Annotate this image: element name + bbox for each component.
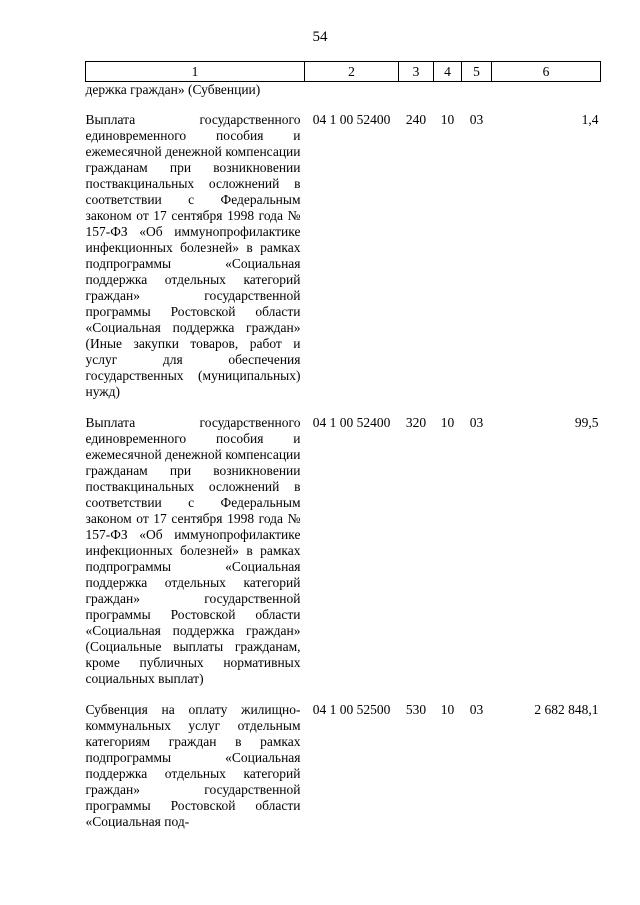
continuation-row (86, 82, 601, 98)
row-csr-code: 04 1 00 52500 (312, 702, 391, 717)
budget-table (85, 61, 601, 830)
row-amount: 99,5 (574, 415, 599, 430)
row-amount: 1,4 (581, 112, 599, 127)
table-row (86, 702, 601, 830)
row-vr-code: 240 (405, 112, 427, 127)
row-pr-code: 03 (469, 112, 484, 127)
header-col-4: 4 (434, 62, 462, 82)
row-rz-code: 10 (440, 415, 455, 430)
continuation-text: держка граждан» (Субвенции) (85, 82, 261, 97)
row-amount: 2 682 848,1 (534, 702, 599, 717)
header-col-5: 5 (462, 62, 492, 82)
row-rz-code: 10 (440, 702, 455, 717)
row-csr-code: 04 1 00 52400 (312, 112, 391, 127)
page-number: 54 (312, 29, 328, 45)
header-col-2: 2 (305, 62, 399, 82)
header-col-6: 6 (492, 62, 601, 82)
row-pr-code: 03 (469, 702, 484, 717)
row-description: Выплата государственного единовременного пособия и ежемесячной денежной компенсации гражданам при возникновении поствакцинальных осложнений в соответствии с Федеральным законом от 17 сентября 1998 года № 157-ФЗ «Об иммунопрофилактике инфекционных болезней» в рамках подпрограммы «Социальная поддержка отдельных категорий граждан» государственной программы Ростовской области «Социальная поддержка граждан» (Иные закупки товаров, работ и услуг для обеспечения государственных (муниципальных) нужд) (85, 112, 301, 399)
header-col-1: 1 (86, 62, 305, 82)
row-description: Выплата государственного единовременного пособия и ежемесячной денежной компенсации гражданам при возникновении поствакцинальных осложнений в соответствии с Федеральным законом от 17 сентября 1998 года № 157-ФЗ «Об иммунопрофилактике инфекционных болезней» в рамках подпрограммы «Социальная поддержка отдельных категорий граждан» государственной программы Ростовской области «Социальная поддержка граждан» (Социальные выплаты гражданам, кроме публичных нормативных социальных выплат) (85, 415, 301, 686)
row-vr-code: 530 (405, 702, 427, 717)
table-header-row (86, 62, 601, 82)
row-vr-code: 320 (405, 415, 427, 430)
row-pr-code: 03 (469, 415, 484, 430)
table-row (86, 415, 601, 687)
row-rz-code: 10 (440, 112, 455, 127)
row-csr-code: 04 1 00 52400 (312, 415, 391, 430)
row-description: Субвенция на оплату жилищно-коммунальных услуг отдельным категориям граждан в рамках подпрограммы «Социальная поддержка отдельных категорий граждан» государственной программы Ростовской области «Социальная под- (85, 702, 301, 829)
header-col-3: 3 (399, 62, 434, 82)
table-row (86, 112, 601, 400)
